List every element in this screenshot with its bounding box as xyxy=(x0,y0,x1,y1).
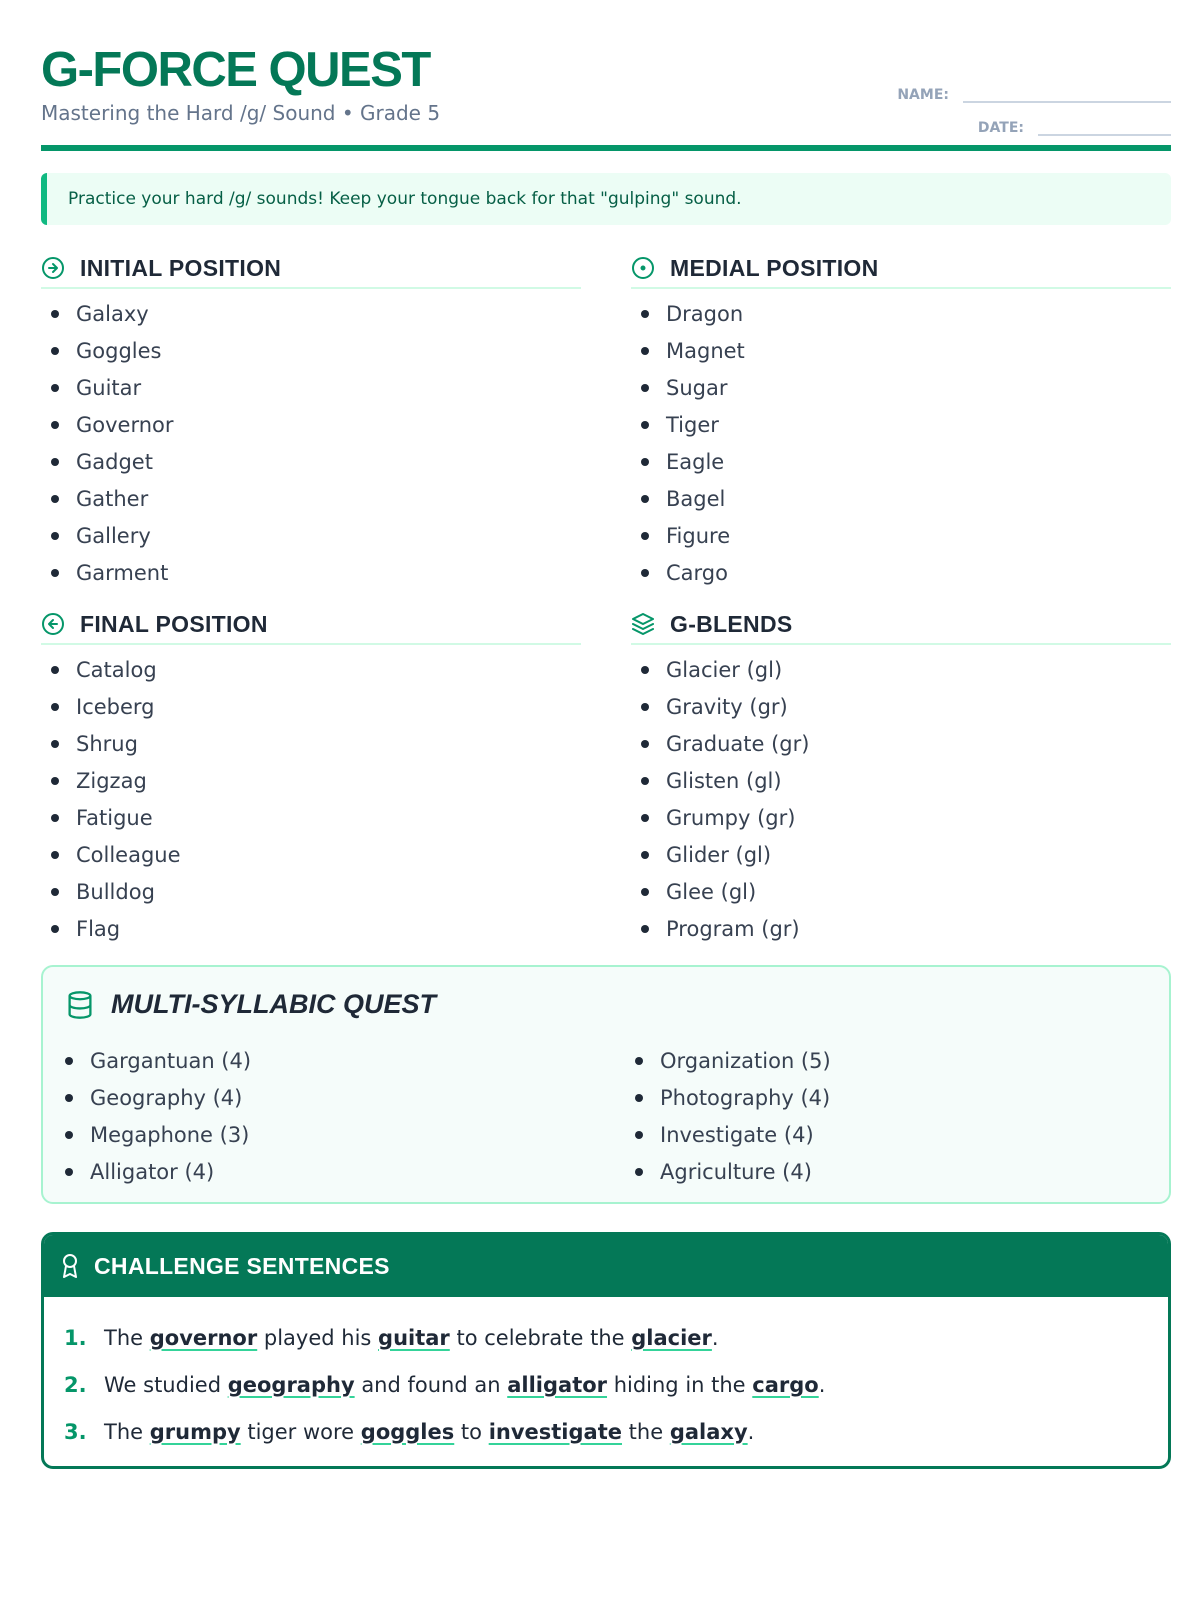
word-text: Flag xyxy=(76,916,121,941)
word-text: Garment xyxy=(76,560,169,585)
sentence-fragment: the xyxy=(622,1419,670,1444)
word-text: Grumpy (gr) xyxy=(666,805,796,830)
target-word: alligator xyxy=(507,1372,608,1397)
word-text: Program (gr) xyxy=(666,916,800,941)
word-list xyxy=(625,1042,1125,1190)
student-info xyxy=(871,70,1171,136)
target-word: goggles xyxy=(360,1419,455,1444)
bullet-icon xyxy=(51,347,59,355)
sentence-list xyxy=(44,1297,1168,1455)
word-item xyxy=(41,873,581,910)
word-item xyxy=(631,554,1171,591)
word-item xyxy=(41,443,581,480)
word-item xyxy=(631,480,1171,517)
bullet-icon xyxy=(51,851,59,859)
word-item xyxy=(631,725,1171,762)
sentence-item xyxy=(64,1361,1168,1408)
sentence-fragment: The xyxy=(104,1325,150,1350)
word-text: Megaphone (3) xyxy=(90,1122,250,1147)
sentence-fragment: The xyxy=(104,1419,150,1444)
word-item xyxy=(41,725,581,762)
worksheet-header xyxy=(41,40,1171,152)
sentence-fragment: . xyxy=(747,1419,755,1444)
bullet-icon xyxy=(641,495,649,503)
word-text: Glee (gl) xyxy=(666,879,757,904)
sentence-number: 2. xyxy=(64,1372,87,1397)
word-text: Glacier (gl) xyxy=(666,657,783,682)
name-label: NAME: xyxy=(897,87,949,103)
bullet-icon xyxy=(51,814,59,822)
name-field[interactable] xyxy=(963,83,1171,103)
bullet-icon xyxy=(641,703,649,711)
sentence-text xyxy=(104,1326,719,1350)
date-field[interactable] xyxy=(1038,116,1171,136)
section-header xyxy=(631,249,1171,289)
bullet-icon xyxy=(641,569,649,577)
section-header xyxy=(41,605,581,645)
bullet-icon xyxy=(641,458,649,466)
bullet-icon xyxy=(51,777,59,785)
bullet-icon xyxy=(641,347,649,355)
word-item xyxy=(41,369,581,406)
tip-banner: Practice your hard /g/ sounds! Keep your tongue back for that "gulping" sound. xyxy=(41,173,1171,225)
bullet-icon xyxy=(51,532,59,540)
target-word: grumpy xyxy=(149,1419,241,1444)
word-item xyxy=(631,517,1171,554)
multi-right-column xyxy=(625,1042,1125,1190)
bullet-icon xyxy=(65,1094,73,1102)
bullet-icon xyxy=(641,888,649,896)
sentence-fragment: tiger wore xyxy=(240,1419,361,1444)
bullet-icon xyxy=(641,814,649,822)
section-final xyxy=(41,605,581,947)
word-item xyxy=(41,799,581,836)
word-item xyxy=(625,1079,1125,1116)
bullet-icon xyxy=(65,1131,73,1139)
word-text: Governor xyxy=(76,412,174,437)
word-text: Photography (4) xyxy=(660,1085,831,1110)
word-item xyxy=(625,1153,1125,1190)
bullet-icon xyxy=(51,495,59,503)
multi-title: MULTI-SYLLABIC QUEST xyxy=(111,989,436,1019)
word-text: Bulldog xyxy=(76,879,155,904)
target-word: investigate xyxy=(488,1419,622,1444)
word-text: Cargo xyxy=(666,560,728,585)
word-text: Fatigue xyxy=(76,805,153,830)
word-item xyxy=(41,517,581,554)
target-word: governor xyxy=(149,1325,258,1350)
word-text: Iceberg xyxy=(76,694,155,719)
sentence-fragment: to xyxy=(454,1419,489,1444)
word-text: Goggles xyxy=(76,338,162,363)
section-header xyxy=(41,249,581,289)
bullet-icon xyxy=(641,384,649,392)
section-title: G-BLENDS xyxy=(670,610,793,637)
word-item xyxy=(41,910,581,947)
bullet-icon xyxy=(641,310,649,318)
word-list xyxy=(41,295,581,591)
page-subtitle: Mastering the Hard /g/ Sound • Grade 5 xyxy=(41,101,441,125)
multi-header xyxy=(65,989,436,1020)
challenge-title: CHALLENGE SENTENCES xyxy=(94,1252,390,1279)
arrow-circle-right-icon xyxy=(41,256,65,280)
word-item xyxy=(41,554,581,591)
word-item xyxy=(55,1079,555,1116)
word-text: Magnet xyxy=(666,338,745,363)
bullet-icon xyxy=(65,1168,73,1176)
word-text: Investigate (4) xyxy=(660,1122,814,1147)
word-item xyxy=(41,688,581,725)
word-list xyxy=(631,651,1171,947)
word-text: Eagle xyxy=(666,449,725,474)
word-item xyxy=(631,332,1171,369)
bullet-icon xyxy=(635,1057,643,1065)
sentence-fragment: . xyxy=(711,1325,719,1350)
section-blends xyxy=(631,605,1171,947)
dot-circle-icon xyxy=(631,256,655,280)
word-text: Catalog xyxy=(76,657,157,682)
word-list xyxy=(631,295,1171,591)
word-text: Organization (5) xyxy=(660,1048,831,1073)
word-text: Glisten (gl) xyxy=(666,768,782,793)
word-item xyxy=(631,910,1171,947)
word-text: Glider (gl) xyxy=(666,842,772,867)
section-title: FINAL POSITION xyxy=(80,610,268,637)
word-item xyxy=(631,443,1171,480)
multi-syllabic-box xyxy=(41,965,1171,1204)
bullet-icon xyxy=(641,666,649,674)
sentence-text xyxy=(104,1373,825,1397)
sentence-fragment: played his xyxy=(257,1325,379,1350)
sentence-text xyxy=(104,1420,754,1444)
bullet-icon xyxy=(635,1131,643,1139)
word-list xyxy=(41,651,581,947)
word-item xyxy=(41,295,581,332)
section-initial xyxy=(41,249,581,591)
target-word: galaxy xyxy=(669,1419,748,1444)
sentence-fragment: and found an xyxy=(354,1372,508,1397)
section-medial xyxy=(631,249,1171,591)
bullet-icon xyxy=(51,384,59,392)
word-item xyxy=(631,836,1171,873)
target-word: glacier xyxy=(631,1325,712,1350)
section-header xyxy=(631,605,1171,645)
word-text: Alligator (4) xyxy=(90,1159,215,1184)
bullet-icon xyxy=(635,1168,643,1176)
bullet-icon xyxy=(641,740,649,748)
bullet-icon xyxy=(51,925,59,933)
word-item xyxy=(41,406,581,443)
word-text: Figure xyxy=(666,523,731,548)
word-text: Sugar xyxy=(666,375,728,400)
database-icon xyxy=(65,990,95,1020)
name-row xyxy=(871,70,1171,103)
word-item xyxy=(55,1116,555,1153)
word-text: Graduate (gr) xyxy=(666,731,810,756)
bullet-icon xyxy=(51,666,59,674)
word-item xyxy=(41,651,581,688)
header-divider xyxy=(41,145,1171,151)
section-title: INITIAL POSITION xyxy=(80,254,282,281)
bullet-icon xyxy=(641,532,649,540)
bullet-icon xyxy=(51,740,59,748)
bullet-icon xyxy=(51,310,59,318)
word-item xyxy=(631,651,1171,688)
word-text: Galaxy xyxy=(76,301,149,326)
sentence-fragment: We studied xyxy=(104,1372,228,1397)
word-item xyxy=(625,1116,1125,1153)
sentence-item xyxy=(64,1408,1168,1455)
bullet-icon xyxy=(65,1057,73,1065)
word-text: Shrug xyxy=(76,731,138,756)
word-text: Zigzag xyxy=(76,768,147,793)
bullet-icon xyxy=(51,458,59,466)
bullet-icon xyxy=(641,925,649,933)
word-list xyxy=(55,1042,555,1190)
word-item xyxy=(631,799,1171,836)
sentence-item xyxy=(64,1314,1168,1361)
date-row xyxy=(871,103,1171,136)
bullet-icon xyxy=(641,777,649,785)
bullet-icon xyxy=(51,888,59,896)
word-item xyxy=(55,1153,555,1190)
word-item xyxy=(631,295,1171,332)
word-text: Bagel xyxy=(666,486,726,511)
bullet-icon xyxy=(51,569,59,577)
word-text: Guitar xyxy=(76,375,142,400)
word-text: Geography (4) xyxy=(90,1085,243,1110)
word-item xyxy=(625,1042,1125,1079)
bullet-icon xyxy=(51,421,59,429)
word-item xyxy=(41,332,581,369)
word-item xyxy=(631,369,1171,406)
sentence-fragment: . xyxy=(818,1372,826,1397)
sentence-fragment: to celebrate the xyxy=(449,1325,632,1350)
word-item xyxy=(631,873,1171,910)
word-text: Colleague xyxy=(76,842,181,867)
word-item xyxy=(631,406,1171,443)
word-text: Gravity (gr) xyxy=(666,694,788,719)
bullet-icon xyxy=(51,703,59,711)
arrow-circle-left-icon xyxy=(41,612,65,636)
word-item xyxy=(55,1042,555,1079)
word-item xyxy=(41,836,581,873)
bullet-icon xyxy=(635,1094,643,1102)
bullet-icon xyxy=(641,851,649,859)
word-text: Tiger xyxy=(666,412,719,437)
sentence-number: 3. xyxy=(64,1419,87,1444)
challenge-header xyxy=(44,1235,1168,1297)
target-word: cargo xyxy=(752,1372,819,1397)
target-word: geography xyxy=(227,1372,355,1397)
sentence-number: 1. xyxy=(64,1325,87,1350)
date-label: DATE: xyxy=(977,120,1024,136)
word-text: Agriculture (4) xyxy=(660,1159,812,1184)
word-text: Dragon xyxy=(666,301,744,326)
word-text: Gallery xyxy=(76,523,151,548)
sentence-fragment: hiding in the xyxy=(607,1372,753,1397)
section-title: MEDIAL POSITION xyxy=(670,254,879,281)
challenge-box xyxy=(41,1232,1171,1469)
word-text: Gadget xyxy=(76,449,153,474)
word-text: Gargantuan (4) xyxy=(90,1048,252,1073)
layers-icon xyxy=(631,612,655,636)
word-item xyxy=(631,762,1171,799)
word-item xyxy=(631,688,1171,725)
target-word: guitar xyxy=(378,1325,450,1350)
bullet-icon xyxy=(641,421,649,429)
award-icon xyxy=(60,1253,80,1279)
word-text: Gather xyxy=(76,486,149,511)
word-item xyxy=(41,762,581,799)
page-title: G-FORCE QUEST xyxy=(41,43,430,97)
word-item xyxy=(41,480,581,517)
multi-left-column xyxy=(55,1042,555,1190)
